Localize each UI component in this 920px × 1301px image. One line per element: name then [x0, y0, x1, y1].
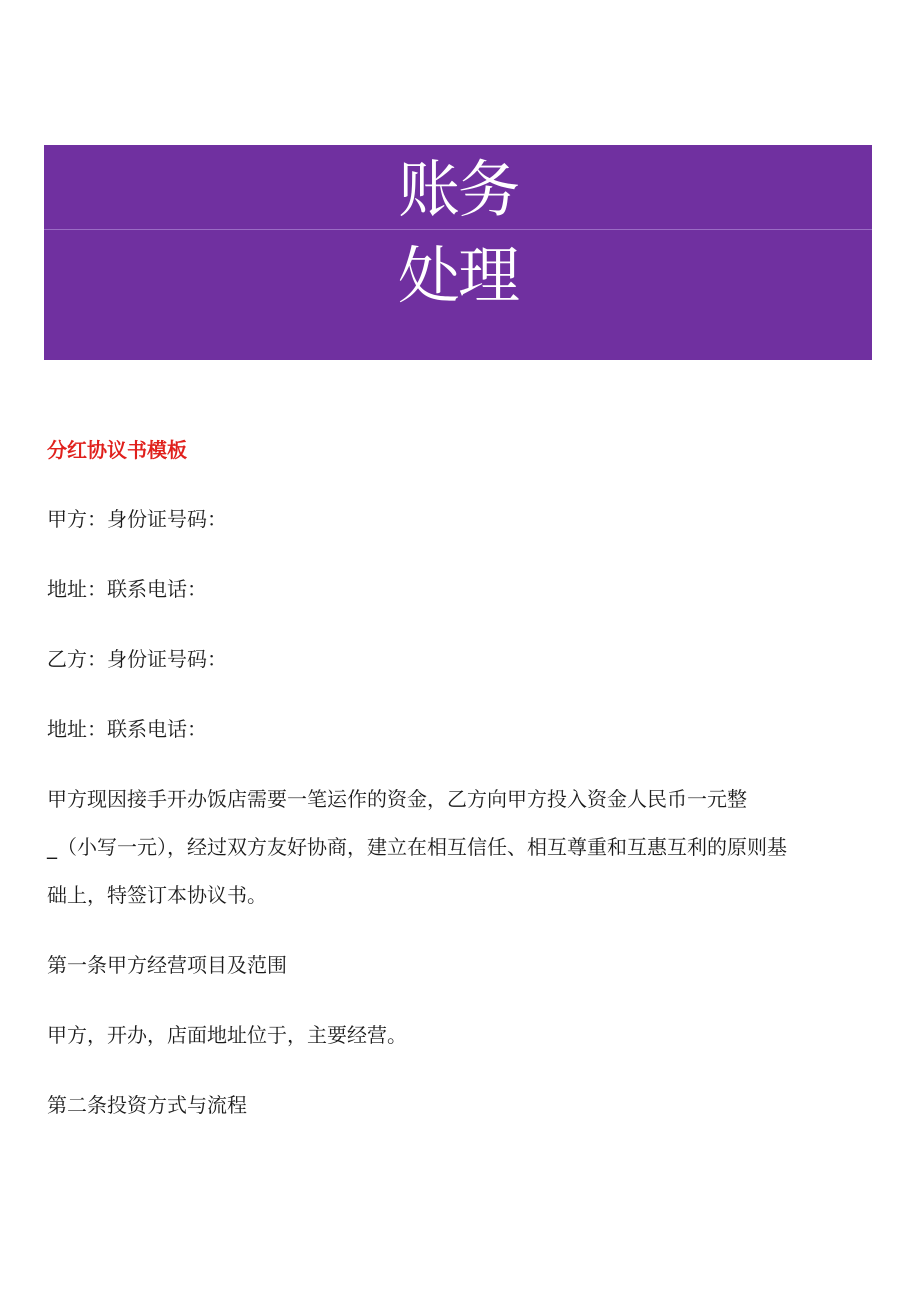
document-heading: 分红协议书模板 [47, 438, 187, 462]
article-1-title: 第一条甲方经营项目及范围 [47, 953, 287, 977]
party-b-id-line: 乙方：身份证号码： [47, 647, 227, 671]
intro-paragraph [47, 775, 867, 919]
article-2-title: 第二条投资方式与流程 [47, 1093, 247, 1117]
banner-title-line-1: 账务 [397, 153, 518, 226]
banner-divider [44, 229, 872, 230]
party-a-id-line: 甲方：身份证号码： [47, 507, 227, 531]
intro-line-3: 础上，特签订本协议书。 [47, 883, 267, 907]
intro-line-1: 甲方现因接手开办饭店需要一笔运作的资金，乙方向甲方投入资金人民币一元整 [47, 787, 747, 811]
intro-line-2: _（小写一元），经过双方友好协商，建立在相互信任、相互尊重和互惠互利的原则基 [47, 835, 787, 859]
title-banner [44, 145, 872, 360]
party-a-address-line: 地址：联系电话： [47, 577, 207, 601]
banner-title-line-2: 处理 [397, 239, 518, 312]
article-1-body: 甲方，开办，店面地址位于，主要经营。 [47, 1023, 407, 1047]
party-b-address-line: 地址：联系电话： [47, 717, 207, 741]
